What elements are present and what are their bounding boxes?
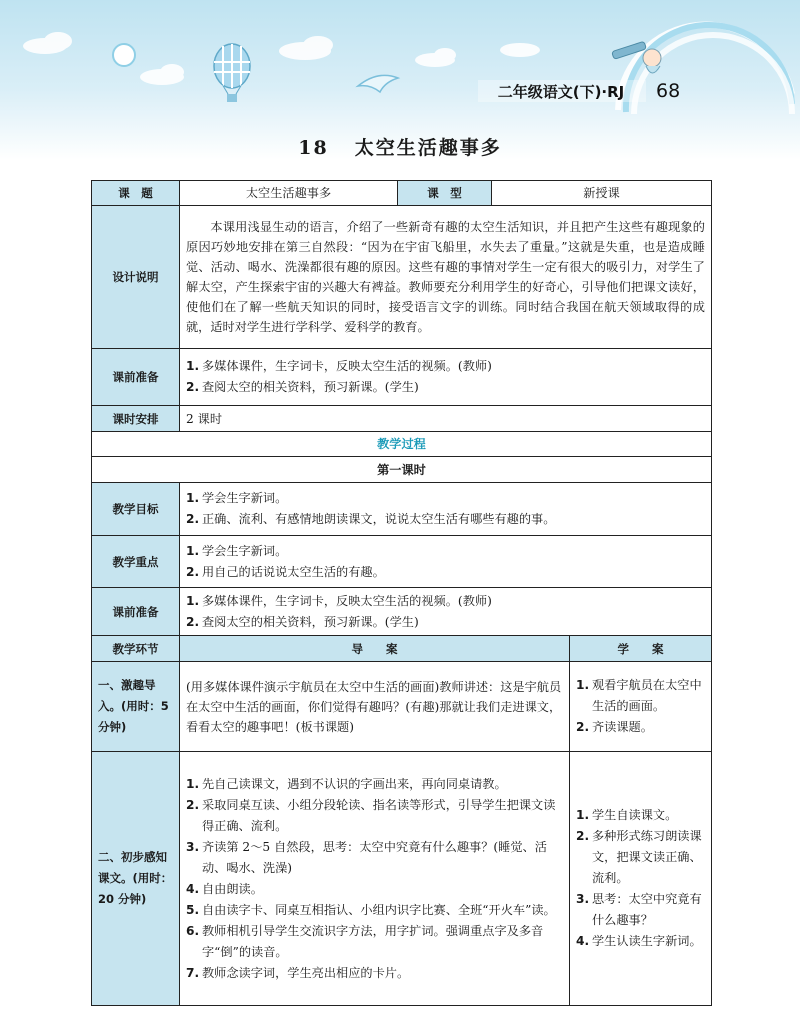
list-item: 1. 多媒体课件，生字词卡，反映太空生活的视频。(教师) bbox=[186, 359, 492, 373]
list-item: 2. 齐读课题。 bbox=[576, 720, 653, 734]
hot-air-balloon-icon bbox=[214, 44, 250, 102]
stage1-guide: (用多媒体课件演示宇航员在太空中生活的画面)教师讲述：这是宇航员在太空中生活的画面，你们觉得有趣吗？(有趣)那就让我们走进课文，看看太空的趣事吧！(板书课题) bbox=[180, 662, 570, 752]
list-item: 1. 先自己读课文，遇到不认识的字画出来，再向同桌请教。 bbox=[186, 776, 507, 791]
prep2-list bbox=[186, 591, 705, 633]
lesson-plan-table bbox=[91, 180, 712, 1006]
list-item: 1. 学会生字新词。 bbox=[186, 491, 288, 505]
prep2-label: 课前准备 bbox=[92, 588, 180, 636]
key-label: 教学重点 bbox=[92, 536, 180, 588]
design-label: 设计说明 bbox=[92, 206, 180, 349]
schedule-label: 课时安排 bbox=[92, 406, 180, 432]
stage2-row bbox=[92, 752, 712, 1006]
stage1-row bbox=[92, 662, 712, 752]
bird-glider-icon bbox=[358, 75, 398, 92]
page-title bbox=[0, 133, 800, 160]
stage-column-header: 教学环节 bbox=[92, 636, 180, 662]
process-title: 教学过程 bbox=[92, 432, 712, 457]
list-item: 4. 自由朗读。 bbox=[186, 881, 263, 896]
list-item: 1. 观看宇航员在太空中生活的画面。 bbox=[576, 678, 702, 713]
key-row bbox=[92, 536, 712, 588]
list-item: 3. 思考：太空中究竟有什么趣事？ bbox=[576, 892, 702, 927]
type-value: 新授课 bbox=[492, 181, 712, 206]
list-item: 1. 学生自读课文。 bbox=[576, 808, 678, 822]
stage1-study-list bbox=[576, 675, 705, 738]
stage2-guide-list bbox=[186, 774, 563, 984]
list-item: 2. 用自己的话说说太空生活的有趣。 bbox=[186, 564, 385, 579]
list-item: 5. 自由读字卡、同桌互相指认、小组内识字比赛、全班“开火车”读。 bbox=[186, 902, 556, 917]
list-item: 2. 查阅太空的相关资料，预习新课。(学生) bbox=[186, 614, 419, 629]
topic-value: 太空生活趣事多 bbox=[180, 181, 398, 206]
guide-column-header: 导 案 bbox=[180, 636, 570, 662]
stage1-label: 一、激趣导入。(用时：5 分钟) bbox=[92, 662, 180, 752]
sun-icon bbox=[113, 44, 135, 66]
prep-label: 课前准备 bbox=[92, 349, 180, 406]
list-item: 2. 采取同桌互读、小组分段轮读、指名读等形式，引导学生把课文读得正确、流利。 bbox=[186, 797, 556, 833]
topic-row bbox=[92, 181, 712, 206]
list-item: 2. 查阅太空的相关资料，预习新课。(学生) bbox=[186, 380, 419, 394]
process-row bbox=[92, 432, 712, 457]
list-item: 1. 多媒体课件，生字词卡，反映太空生活的视频。(教师) bbox=[186, 593, 492, 608]
topic-label: 课 题 bbox=[92, 181, 180, 206]
design-text: 本课用浅显生动的语言，介绍了一些新奇有趣的太空生活知识，并且把产生这些有趣现象的原因巧妙地安排在第三自然段：“因为在宇宙飞船里，水失去了重量。”这就是失重，也是造成睡觉、活动、喝水、洗澡都很有趣的原因。这些有趣的事情对学生一定有很大的吸引力，对学生了解太空，产生探索宇宙的兴趣大有裨益。教师要充分利用学生的好奇心，引导他们把课文读好，使他们在了解一些航天知识的同时，接受语言文字的训练。同时结合我国在航天领域取得的成就，适时对学生进行学科学、爱科学的教育。 bbox=[180, 206, 712, 349]
page-number: 68 bbox=[656, 80, 681, 102]
goal-list bbox=[186, 488, 705, 530]
list-item: 2. 正确、流利、有感情地朗读课文，说说太空生活有哪些有趣的事。 bbox=[186, 512, 556, 526]
key-list bbox=[186, 541, 705, 583]
list-item: 7. 教师念读字词，学生亮出相应的卡片。 bbox=[186, 965, 410, 980]
lesson-title: 太空生活趣事多 bbox=[354, 137, 502, 159]
type-label: 课 型 bbox=[398, 181, 492, 206]
prep2-row bbox=[92, 588, 712, 636]
stage2-label: 二、初步感知课文。(用时：20 分钟) bbox=[92, 752, 180, 1006]
goal-row bbox=[92, 483, 712, 536]
study-column-header: 学 案 bbox=[570, 636, 712, 662]
prep-row bbox=[92, 349, 712, 406]
prep-list bbox=[186, 356, 705, 398]
schedule-value: 2 课时 bbox=[180, 406, 712, 432]
grade-label: 二年级语文(下)·RJ bbox=[497, 82, 625, 101]
list-item: 6. 教师相机引导学生交流识字方法，用字扩词。强调重点字及多音字“倒”的读音。 bbox=[186, 923, 544, 959]
prep-content bbox=[180, 349, 712, 406]
column-header-row bbox=[92, 636, 712, 662]
list-item: 3. 齐读第 2～5 自然段，思考：太空中究竟有什么趣事？(睡觉、活动、喝水、洗澡) bbox=[186, 839, 547, 875]
stage2-study-list bbox=[576, 805, 705, 952]
goal-label: 教学目标 bbox=[92, 483, 180, 536]
list-item: 4. 学生认读生字新词。 bbox=[576, 934, 702, 948]
list-item: 1. 学会生字新词。 bbox=[186, 543, 288, 558]
design-row bbox=[92, 206, 712, 349]
first-lesson-row bbox=[92, 457, 712, 483]
schedule-row bbox=[92, 406, 712, 432]
lesson-number: 18 bbox=[298, 137, 329, 159]
first-lesson-title: 第一课时 bbox=[92, 457, 712, 483]
cloud-icon bbox=[23, 32, 540, 85]
list-item: 2. 多种形式练习朗读课文，把课文读正确、流利。 bbox=[576, 829, 702, 885]
